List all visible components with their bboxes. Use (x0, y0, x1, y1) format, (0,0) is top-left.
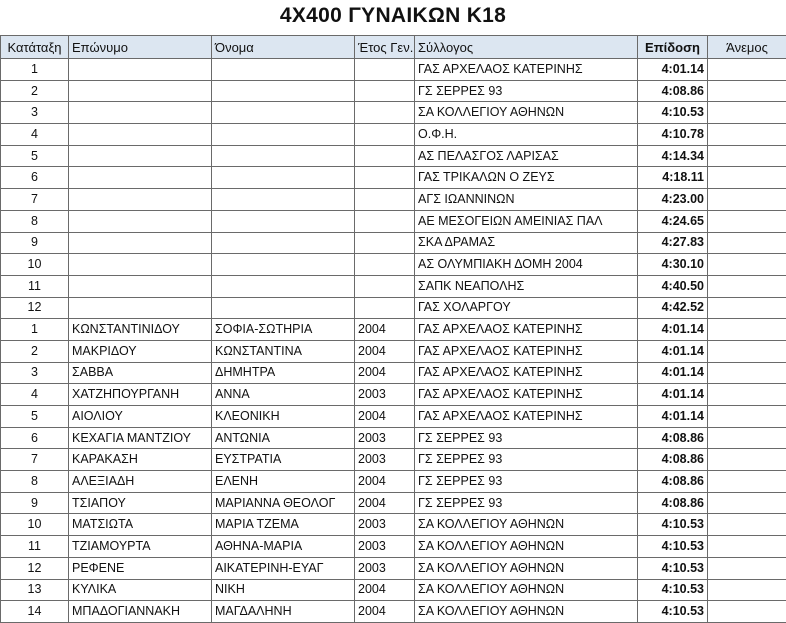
cell-club: ΣΑ ΚΟΛΛΕΓΙΟΥ ΑΘΗΝΩΝ (415, 557, 638, 579)
cell-rank: 6 (1, 167, 69, 189)
cell-wind (708, 124, 786, 146)
cell-wind (708, 557, 786, 579)
cell-performance: 4:01.14 (638, 362, 708, 384)
cell-name: ΝΙΚΗ (212, 579, 355, 601)
cell-performance: 4:18.11 (638, 167, 708, 189)
cell-performance: 4:08.86 (638, 471, 708, 493)
table-row (1, 275, 786, 297)
cell-name (212, 297, 355, 319)
table-row (1, 102, 786, 124)
column-header-performance: Επίδοση (638, 36, 708, 59)
cell-surname: ΤΣΙΑΠΟΥ (69, 492, 212, 514)
cell-name (212, 275, 355, 297)
table-row (1, 449, 786, 471)
cell-year: 2003 (355, 536, 415, 558)
cell-surname: ΑΙΟΛΙΟΥ (69, 406, 212, 428)
table-row (1, 167, 786, 189)
cell-wind (708, 579, 786, 601)
cell-wind (708, 167, 786, 189)
cell-wind (708, 384, 786, 406)
cell-rank: 11 (1, 275, 69, 297)
cell-rank: 8 (1, 210, 69, 232)
cell-performance: 4:10.53 (638, 579, 708, 601)
cell-club: ΓΣ ΣΕΡΡΕΣ 93 (415, 80, 638, 102)
cell-performance: 4:10.53 (638, 514, 708, 536)
cell-club: ΣΑ ΚΟΛΛΕΓΙΟΥ ΑΘΗΝΩΝ (415, 102, 638, 124)
cell-rank: 9 (1, 492, 69, 514)
cell-name (212, 145, 355, 167)
cell-club: ΓΑΣ ΑΡΧΕΛΑΟΣ ΚΑΤΕΡΙΝΗΣ (415, 362, 638, 384)
cell-performance: 4:08.86 (638, 427, 708, 449)
cell-surname: ΡΕΦΕΝΕ (69, 557, 212, 579)
cell-club: ΣΚΑ ΔΡΑΜΑΣ (415, 232, 638, 254)
cell-surname (69, 254, 212, 276)
cell-name: ΜΑΡΙΑ ΤΖΕΜΑ (212, 514, 355, 536)
table-row (1, 319, 786, 341)
cell-surname: ΚΕΧΑΓΙΑ ΜΑΝΤΖΙΟΥ (69, 427, 212, 449)
cell-rank: 2 (1, 80, 69, 102)
cell-year (355, 167, 415, 189)
table-row (1, 189, 786, 211)
cell-year: 2004 (355, 579, 415, 601)
cell-name: ΚΛΕΟΝΙΚΗ (212, 406, 355, 428)
table-row (1, 124, 786, 146)
column-header-year: Έτος Γεν. (355, 36, 415, 59)
cell-surname (69, 59, 212, 81)
table-row (1, 145, 786, 167)
cell-name (212, 189, 355, 211)
cell-year: 2003 (355, 557, 415, 579)
cell-club: ΑΓΣ ΙΩΑΝΝΙΝΩΝ (415, 189, 638, 211)
cell-year (355, 189, 415, 211)
cell-year (355, 102, 415, 124)
cell-club: ΣΑ ΚΟΛΛΕΓΙΟΥ ΑΘΗΝΩΝ (415, 536, 638, 558)
cell-wind (708, 297, 786, 319)
cell-club: ΓΑΣ ΤΡΙΚΑΛΩΝ Ο ΖΕΥΣ (415, 167, 638, 189)
cell-performance: 4:01.14 (638, 406, 708, 428)
cell-club: ΑΣ ΠΕΛΑΣΓΟΣ ΛΑΡΙΣΑΣ (415, 145, 638, 167)
cell-year: 2004 (355, 319, 415, 341)
cell-rank: 14 (1, 601, 69, 623)
cell-performance: 4:08.86 (638, 80, 708, 102)
cell-wind (708, 210, 786, 232)
cell-performance: 4:27.83 (638, 232, 708, 254)
cell-name (212, 102, 355, 124)
cell-rank: 2 (1, 340, 69, 362)
cell-performance: 4:10.78 (638, 124, 708, 146)
cell-surname (69, 297, 212, 319)
cell-name: ΑΘΗΝΑ-ΜΑΡΙΑ (212, 536, 355, 558)
cell-name: ΕΛΕΝΗ (212, 471, 355, 493)
cell-rank: 5 (1, 145, 69, 167)
cell-name: ΑΝΝΑ (212, 384, 355, 406)
cell-rank: 5 (1, 406, 69, 428)
cell-wind (708, 471, 786, 493)
cell-year (355, 145, 415, 167)
cell-year: 2003 (355, 514, 415, 536)
table-row (1, 340, 786, 362)
cell-year (355, 124, 415, 146)
cell-club: ΣΑ ΚΟΛΛΕΓΙΟΥ ΑΘΗΝΩΝ (415, 601, 638, 623)
column-header-surname: Επώνυμο (69, 36, 212, 59)
table-row (1, 514, 786, 536)
table-row (1, 80, 786, 102)
cell-year: 2004 (355, 601, 415, 623)
column-header-name: Όνομα (212, 36, 355, 59)
cell-rank: 8 (1, 471, 69, 493)
cell-wind (708, 80, 786, 102)
cell-wind (708, 275, 786, 297)
cell-name: ΔΗΜΗΤΡΑ (212, 362, 355, 384)
cell-wind (708, 102, 786, 124)
cell-surname: ΣΑΒΒΑ (69, 362, 212, 384)
table-row (1, 557, 786, 579)
cell-wind (708, 232, 786, 254)
cell-performance: 4:10.53 (638, 102, 708, 124)
cell-rank: 12 (1, 297, 69, 319)
cell-club: ΑΣ ΟΛΥΜΠΙΑΚΗ ΔΟΜΗ 2004 (415, 254, 638, 276)
cell-year: 2004 (355, 492, 415, 514)
cell-club: ΣΑ ΚΟΛΛΕΓΙΟΥ ΑΘΗΝΩΝ (415, 514, 638, 536)
cell-name (212, 210, 355, 232)
cell-year (355, 254, 415, 276)
cell-name (212, 124, 355, 146)
cell-club: ΓΣ ΣΕΡΡΕΣ 93 (415, 449, 638, 471)
cell-rank: 4 (1, 384, 69, 406)
cell-rank: 3 (1, 362, 69, 384)
cell-surname (69, 80, 212, 102)
cell-surname: ΜΑΤΣΙΩΤΑ (69, 514, 212, 536)
cell-club: ΓΑΣ ΑΡΧΕΛΑΟΣ ΚΑΤΕΡΙΝΗΣ (415, 319, 638, 341)
cell-surname: ΑΛΕΞΙΑΔΗ (69, 471, 212, 493)
cell-year (355, 210, 415, 232)
cell-performance: 4:10.53 (638, 557, 708, 579)
cell-club: ΣΑΠΚ ΝΕΑΠΟΛΗΣ (415, 275, 638, 297)
cell-rank: 10 (1, 254, 69, 276)
table-row (1, 471, 786, 493)
cell-year: 2003 (355, 384, 415, 406)
page-title: 4X400 ΓΥΝΑΙΚΩΝ Κ18 (0, 4, 786, 28)
cell-surname: ΚΩΝΣΤΑΝΤΙΝΙΔΟΥ (69, 319, 212, 341)
cell-wind (708, 189, 786, 211)
cell-performance: 4:08.86 (638, 492, 708, 514)
cell-performance: 4:24.65 (638, 210, 708, 232)
cell-rank: 7 (1, 189, 69, 211)
cell-name (212, 80, 355, 102)
cell-surname (69, 210, 212, 232)
cell-year: 2004 (355, 362, 415, 384)
cell-name (212, 59, 355, 81)
cell-name: ΣΟΦΙΑ-ΣΩΤΗΡΙΑ (212, 319, 355, 341)
table-row (1, 297, 786, 319)
cell-year (355, 232, 415, 254)
cell-rank: 10 (1, 514, 69, 536)
cell-surname (69, 124, 212, 146)
cell-year (355, 59, 415, 81)
cell-year: 2004 (355, 340, 415, 362)
cell-name: ΜΑΓΔΑΛΗΝΗ (212, 601, 355, 623)
cell-performance: 4:23.00 (638, 189, 708, 211)
cell-club: ΓΑΣ ΑΡΧΕΛΑΟΣ ΚΑΤΕΡΙΝΗΣ (415, 406, 638, 428)
table-row (1, 601, 786, 623)
cell-performance: 4:01.14 (638, 319, 708, 341)
table-row (1, 254, 786, 276)
cell-performance: 4:08.86 (638, 449, 708, 471)
cell-wind (708, 145, 786, 167)
table-row (1, 579, 786, 601)
table-row (1, 384, 786, 406)
cell-surname: ΚΥΛΙΚΑ (69, 579, 212, 601)
cell-surname (69, 102, 212, 124)
results-table (0, 35, 786, 623)
cell-rank: 7 (1, 449, 69, 471)
table-row (1, 362, 786, 384)
cell-rank: 1 (1, 319, 69, 341)
table-row (1, 492, 786, 514)
cell-performance: 4:14.34 (638, 145, 708, 167)
cell-performance: 4:42.52 (638, 297, 708, 319)
cell-wind (708, 340, 786, 362)
cell-surname (69, 189, 212, 211)
table-row (1, 427, 786, 449)
cell-performance: 4:10.53 (638, 536, 708, 558)
column-header-rank: Κατάταξη (1, 36, 69, 59)
cell-wind (708, 601, 786, 623)
cell-rank: 12 (1, 557, 69, 579)
cell-rank: 3 (1, 102, 69, 124)
header-row (1, 36, 786, 59)
cell-club: ΣΑ ΚΟΛΛΕΓΙΟΥ ΑΘΗΝΩΝ (415, 579, 638, 601)
cell-wind (708, 536, 786, 558)
cell-name (212, 232, 355, 254)
cell-surname: ΚΑΡΑΚΑΣΗ (69, 449, 212, 471)
cell-surname (69, 145, 212, 167)
cell-surname (69, 232, 212, 254)
cell-club: ΓΣ ΣΕΡΡΕΣ 93 (415, 492, 638, 514)
cell-performance: 4:01.14 (638, 340, 708, 362)
cell-club: ΓΑΣ ΑΡΧΕΛΑΟΣ ΚΑΤΕΡΙΝΗΣ (415, 384, 638, 406)
cell-club: ΓΑΣ ΧΟΛΑΡΓΟΥ (415, 297, 638, 319)
cell-name: ΚΩΝΣΤΑΝΤΙΝΑ (212, 340, 355, 362)
cell-surname: ΜΑΚΡΙΔΟΥ (69, 340, 212, 362)
cell-wind (708, 59, 786, 81)
cell-surname: ΤΖΙΑΜΟΥΡΤΑ (69, 536, 212, 558)
cell-club: ΓΣ ΣΕΡΡΕΣ 93 (415, 471, 638, 493)
cell-surname: ΜΠΑΔΟΓΙΑΝΝΑΚΗ (69, 601, 212, 623)
column-header-club: Σύλλογος (415, 36, 638, 59)
cell-rank: 1 (1, 59, 69, 81)
cell-rank: 11 (1, 536, 69, 558)
cell-wind (708, 362, 786, 384)
cell-surname: ΧΑΤΖΗΠΟΥΡΓΑΝΗ (69, 384, 212, 406)
cell-club: ΓΑΣ ΑΡΧΕΛΑΟΣ ΚΑΤΕΡΙΝΗΣ (415, 340, 638, 362)
cell-performance: 4:30.10 (638, 254, 708, 276)
cell-wind (708, 406, 786, 428)
cell-rank: 13 (1, 579, 69, 601)
table-body (1, 59, 786, 623)
table-row (1, 536, 786, 558)
cell-performance: 4:01.14 (638, 384, 708, 406)
cell-surname (69, 275, 212, 297)
cell-year: 2003 (355, 449, 415, 471)
cell-club: ΓΑΣ ΑΡΧΕΛΑΟΣ ΚΑΤΕΡΙΝΗΣ (415, 59, 638, 81)
table-row (1, 59, 786, 81)
table-row (1, 406, 786, 428)
cell-name: ΑΙΚΑΤΕΡΙΝΗ-ΕΥΑΓ (212, 557, 355, 579)
cell-surname (69, 167, 212, 189)
cell-name: ΜΑΡΙΑΝΝΑ ΘΕΟΛΟΓ (212, 492, 355, 514)
cell-performance: 4:40.50 (638, 275, 708, 297)
table-row (1, 232, 786, 254)
cell-performance: 4:10.53 (638, 601, 708, 623)
cell-club: ΑΕ ΜΕΣΟΓΕΙΩΝ ΑΜΕΙΝΙΑΣ ΠΑΛ (415, 210, 638, 232)
table-row (1, 210, 786, 232)
cell-wind (708, 254, 786, 276)
cell-year (355, 275, 415, 297)
cell-year (355, 80, 415, 102)
cell-year: 2003 (355, 427, 415, 449)
cell-name (212, 254, 355, 276)
cell-rank: 9 (1, 232, 69, 254)
cell-wind (708, 514, 786, 536)
column-header-wind: Άνεμος (708, 36, 786, 59)
cell-wind (708, 449, 786, 471)
cell-name: ΕΥΣΤΡΑΤΙΑ (212, 449, 355, 471)
cell-year: 2004 (355, 471, 415, 493)
cell-name (212, 167, 355, 189)
cell-club: ΓΣ ΣΕΡΡΕΣ 93 (415, 427, 638, 449)
cell-wind (708, 427, 786, 449)
cell-club: Ο.Φ.Η. (415, 124, 638, 146)
cell-year: 2004 (355, 406, 415, 428)
cell-wind (708, 492, 786, 514)
cell-name: ΑΝΤΩΝΙΑ (212, 427, 355, 449)
cell-year (355, 297, 415, 319)
cell-rank: 6 (1, 427, 69, 449)
cell-wind (708, 319, 786, 341)
cell-rank: 4 (1, 124, 69, 146)
cell-performance: 4:01.14 (638, 59, 708, 81)
